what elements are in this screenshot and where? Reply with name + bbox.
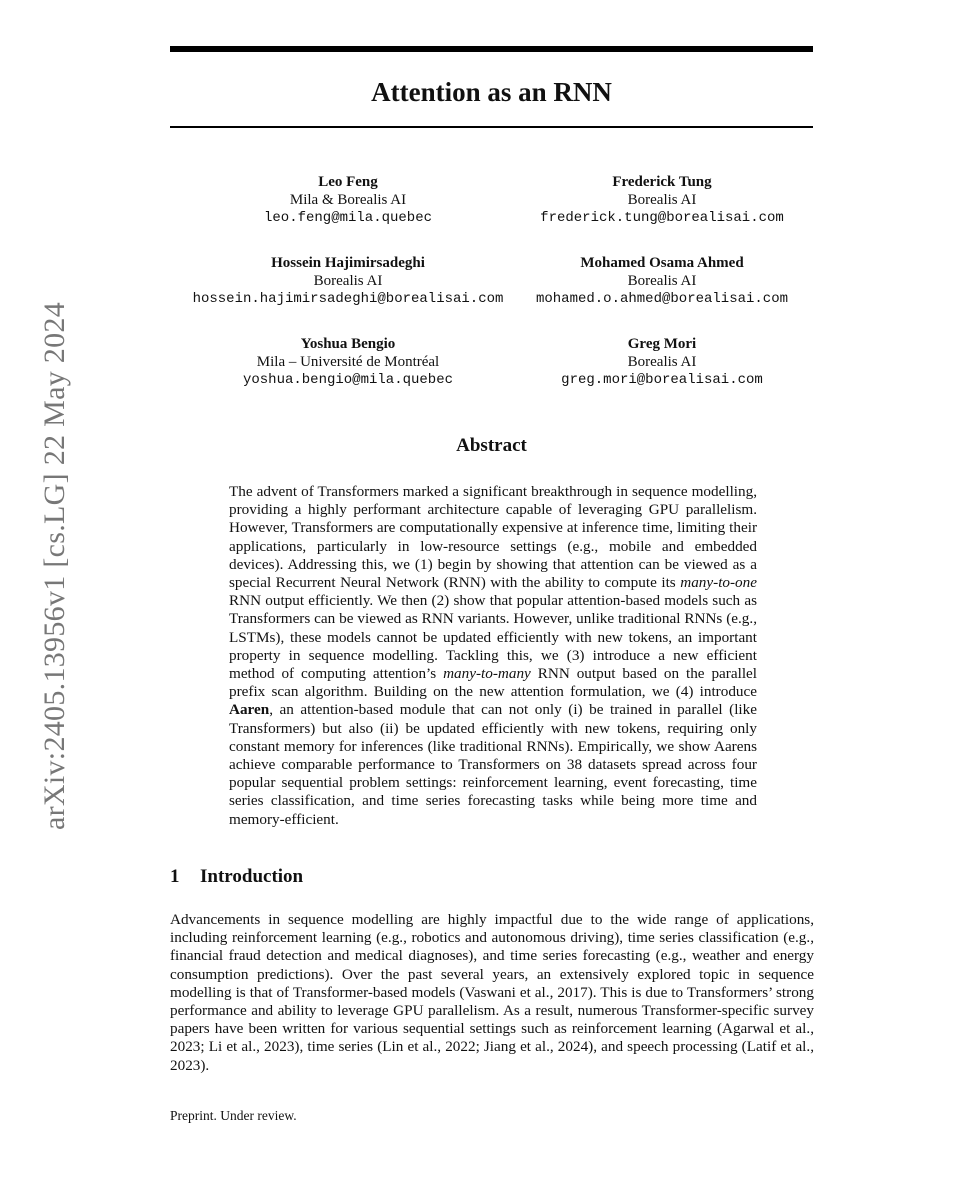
author-affiliation: Borealis AI (313, 273, 383, 289)
author-email: leo.feng@mila.quebec (263, 210, 433, 226)
section-heading-introduction (170, 865, 813, 889)
author-block (497, 173, 827, 227)
section-title: Introduction (200, 866, 304, 887)
title-top-rule (170, 46, 813, 52)
author-block (183, 173, 513, 227)
author-email: hossein.hajimirsadeghi@borealisai.com (192, 291, 504, 307)
author-name: Leo Feng (318, 174, 378, 190)
abstract-emphasis: many-to-many (443, 665, 531, 683)
abstract-text: The advent of Transformers marked a significant breakthrough in sequence modelling, providing a highly performant architecture capable of leveraging GPU parallelism. However, Transformers are computationally expensive at inference time, limiting their applications, particularly in low-resource settings (e.g., mobile and embedded devices). Addressing this, we (1) begin by showing that attention can be viewed as a special Recurrent Neural Network (RNN) with the ability to compute its (229, 483, 757, 592)
title-bottom-rule (170, 126, 813, 128)
preprint-footer: Preprint. Under review. (170, 1108, 297, 1123)
section-number: 1 (170, 866, 180, 887)
abstract-model-name: Aaren (229, 701, 270, 719)
author-name: Greg Mori (627, 336, 697, 352)
abstract-emphasis: many-to-one (680, 574, 757, 592)
author-affiliation: Mila & Borealis AI (289, 192, 407, 208)
author-affiliation: Borealis AI (627, 273, 697, 289)
author-email: mohamed.o.ahmed@borealisai.com (535, 291, 789, 307)
author-name: Yoshua Bengio (300, 336, 396, 352)
author-name: Mohamed Osama Ahmed (580, 255, 744, 271)
arxiv-identifier-stamp: arXiv:2405.13956v1 [cs.LG] 22 May 2024 (38, 302, 71, 830)
author-name: Hossein Hajimirsadeghi (271, 255, 425, 271)
abstract-text: , an attention-based module that can not only (i) be trained in parallel (like Transformers) but also (ii) be updated efficiently with new tokens, requiring only constant memory for inferences (like traditional RNNs). Empirically, we show Aarens achieve comparable performance to Transformers on 38 datasets spread across four popular sequential problem settings: reinforcement learning, event forecasting, time series classification, and time series forecasting tasks while being more time and memory-efficient. (229, 701, 757, 828)
author-affiliation: Borealis AI (627, 192, 697, 208)
author-block (183, 254, 513, 308)
abstract-paragraph (229, 483, 757, 829)
introduction-paragraph: Advancements in sequence modelling are highly impactful due to the wide range of applications, including reinforcement learning (e.g., robotics and autonomous driving), time series classification (e.g., financial fraud detection and medical diagnoses), and time series forecasting (e.g., weather and energy consumption predictions). Over the past several years, an extensively explored topic in sequence modelling is that of Transformer-based models (Vaswani et al., 2017). This is due to Transformers’ strong performance and ability to leverage GPU parallelism. As a result, numerous Transformer-specific survey papers have been written for various sequential settings such as reinforcement learning (Agarwal et al., 2023; Li et al., 2023), time series (Lin et al., 2022; Jiang et al., 2024), and speech processing (Latif et al., 2023). (170, 911, 814, 1074)
author-block (497, 254, 827, 308)
author-name: Frederick Tung (612, 174, 712, 190)
author-affiliation: Mila – Université de Montréal (256, 354, 440, 370)
abstract-text: RNN output efficiently. We then (2) show that popular attention-based models such as Transformers can be viewed as RNN variants. However, unlike traditional RNNs (e.g., LSTMs), these models cannot be updated efficiently with new tokens, an important property in sequence modelling. Tackling this, we (3) introduce a new efficient method of computing attention’s (229, 592, 757, 683)
author-block (183, 335, 513, 389)
author-email: greg.mori@borealisai.com (561, 372, 763, 388)
abstract-heading: Abstract (456, 435, 527, 456)
author-email: frederick.tung@borealisai.com (540, 210, 784, 226)
paper-title: Attention as an RNN (371, 77, 612, 107)
abstract-text: RNN output based on the parallel prefix scan algorithm. Building on the new attention formulation, we (4) introduce (229, 665, 757, 701)
author-email: yoshua.bengio@mila.quebec (242, 372, 454, 388)
author-affiliation: Borealis AI (627, 354, 697, 370)
author-block (497, 335, 827, 389)
